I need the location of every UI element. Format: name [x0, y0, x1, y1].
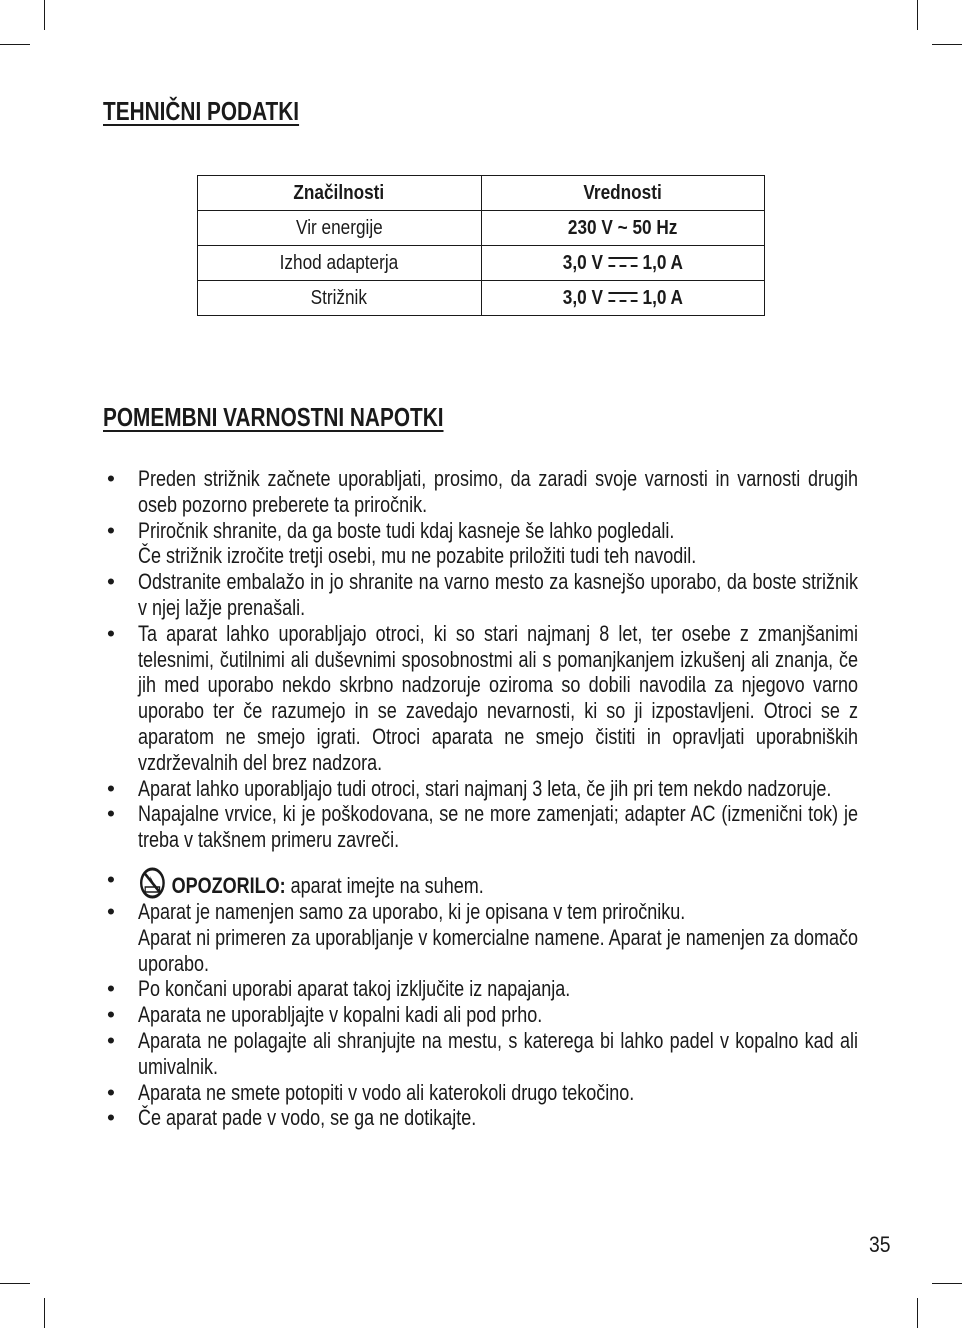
list-item: • Aparata ne uporabljajte v kopalni kadi ali pod prho.: [103, 1002, 858, 1028]
table-row: [198, 281, 765, 316]
specs-table: [197, 175, 765, 316]
table-header: Vrednosti: [481, 176, 765, 211]
table-row: [198, 246, 765, 281]
crop-mark: [0, 1283, 30, 1284]
crop-mark: [44, 1298, 45, 1328]
list-item: • Če aparat pade v vodo, se ga ne dotikajte.: [103, 1105, 858, 1131]
list-item: • Preden strižnik začnete uporabljati, prosimo, da zaradi svoje varnosti in varnosti drugih oseb pozorno preberete ta priročnik.: [103, 466, 858, 518]
table-header: Značilnosti: [198, 176, 482, 211]
crop-mark: [932, 1283, 962, 1284]
table-header-row: [198, 176, 765, 211]
section-title-technical-data: TEHNIČNI PODATKI: [103, 96, 300, 126]
dc-symbol-icon: [608, 256, 637, 268]
safety-list: [103, 466, 858, 1131]
list-item: • Aparata ne polagajte ali shranjujte na mestu, s katerega bi lahko padel v kopalno kad ali umivalnik.: [103, 1028, 858, 1080]
list-item: • Po končani uporabi aparat takoj izključite iz napajanja.: [103, 976, 858, 1002]
dc-symbol-icon: [608, 291, 637, 303]
section-title-safety-instructions: POMEMBNI VARNOSTNI NAPOTKI: [103, 402, 444, 432]
table-row: [198, 211, 765, 246]
list-item: • Odstranite embalažo in jo shranite na varno mesto za kasnejšo uporabo, da boste strižnik v njej lažje prenašali.: [103, 569, 858, 621]
table-cell-value: 3,0 V 1,0 A: [481, 281, 765, 316]
list-item: • Ta aparat lahko uporabljajo otroci, ki so stari najmanj 8 let, ter osebe z zmanjšanimi telesnimi, čutilnimi ali duševnimi sposobnostmi ali s pomanjkanjem izkušenj ali znanja, če jih med uporabo nekdo skrbno nadzoruje oziroma so dobili navodila za njegovo varno uporabo ter če razumejo in se zavedajo nevarnosti, ki so ji izpostavljeni. Otroci se z aparatom ne smejo igrati. Otroci aparata ne smejo čistiti in opravljati uporabniških vzdrževalnih del brez nadzora.: [103, 621, 858, 776]
table-cell-value: 3,0 V 1,0 A: [481, 246, 765, 281]
no-water-warning-icon: [138, 867, 167, 899]
warning-item: [103, 867, 858, 899]
table-cell-label: Strižnik: [198, 281, 482, 316]
crop-mark: [917, 1298, 918, 1328]
list-item: • Napajalne vrvice, ki je poškodovana, se ne more zamenjati; adapter AC (izmenični tok) je treba v takšnem primeru zavreči.: [103, 801, 858, 853]
crop-mark: [932, 44, 962, 45]
warning-text: aparat imejte na suhem.: [285, 872, 484, 898]
table-cell-label: Izhod adapterja: [198, 246, 482, 281]
page-number: 35: [868, 1232, 890, 1257]
crop-mark: [44, 0, 45, 30]
list-item: • Aparat je namenjen samo za uporabo, ki je opisana v tem priročniku. Aparat ni primeren za uporabljanje v komercialne namene. Aparat je namenjen za domačo uporabo.: [103, 899, 858, 976]
warning-label: OPOZORILO:: [171, 872, 286, 898]
crop-mark: [917, 0, 918, 30]
table-cell-value: 230 V ~ 50 Hz: [481, 211, 765, 246]
list-item: • Aparat lahko uporabljajo tudi otroci, stari najmanj 3 leta, če jih pri tem nekdo nadzoruje.: [103, 776, 858, 802]
crop-mark: [0, 44, 30, 45]
list-item: • Priročnik shranite, da ga boste tudi kdaj kasneje še lahko pogledali. Če strižnik izročite tretji osebi, mu ne pozabite priložiti tudi teh navodil.: [103, 518, 858, 570]
list-item: • Aparata ne smete potopiti v vodo ali katerokoli drugo tekočino.: [103, 1080, 858, 1106]
table-cell-label: Vir energije: [198, 211, 482, 246]
